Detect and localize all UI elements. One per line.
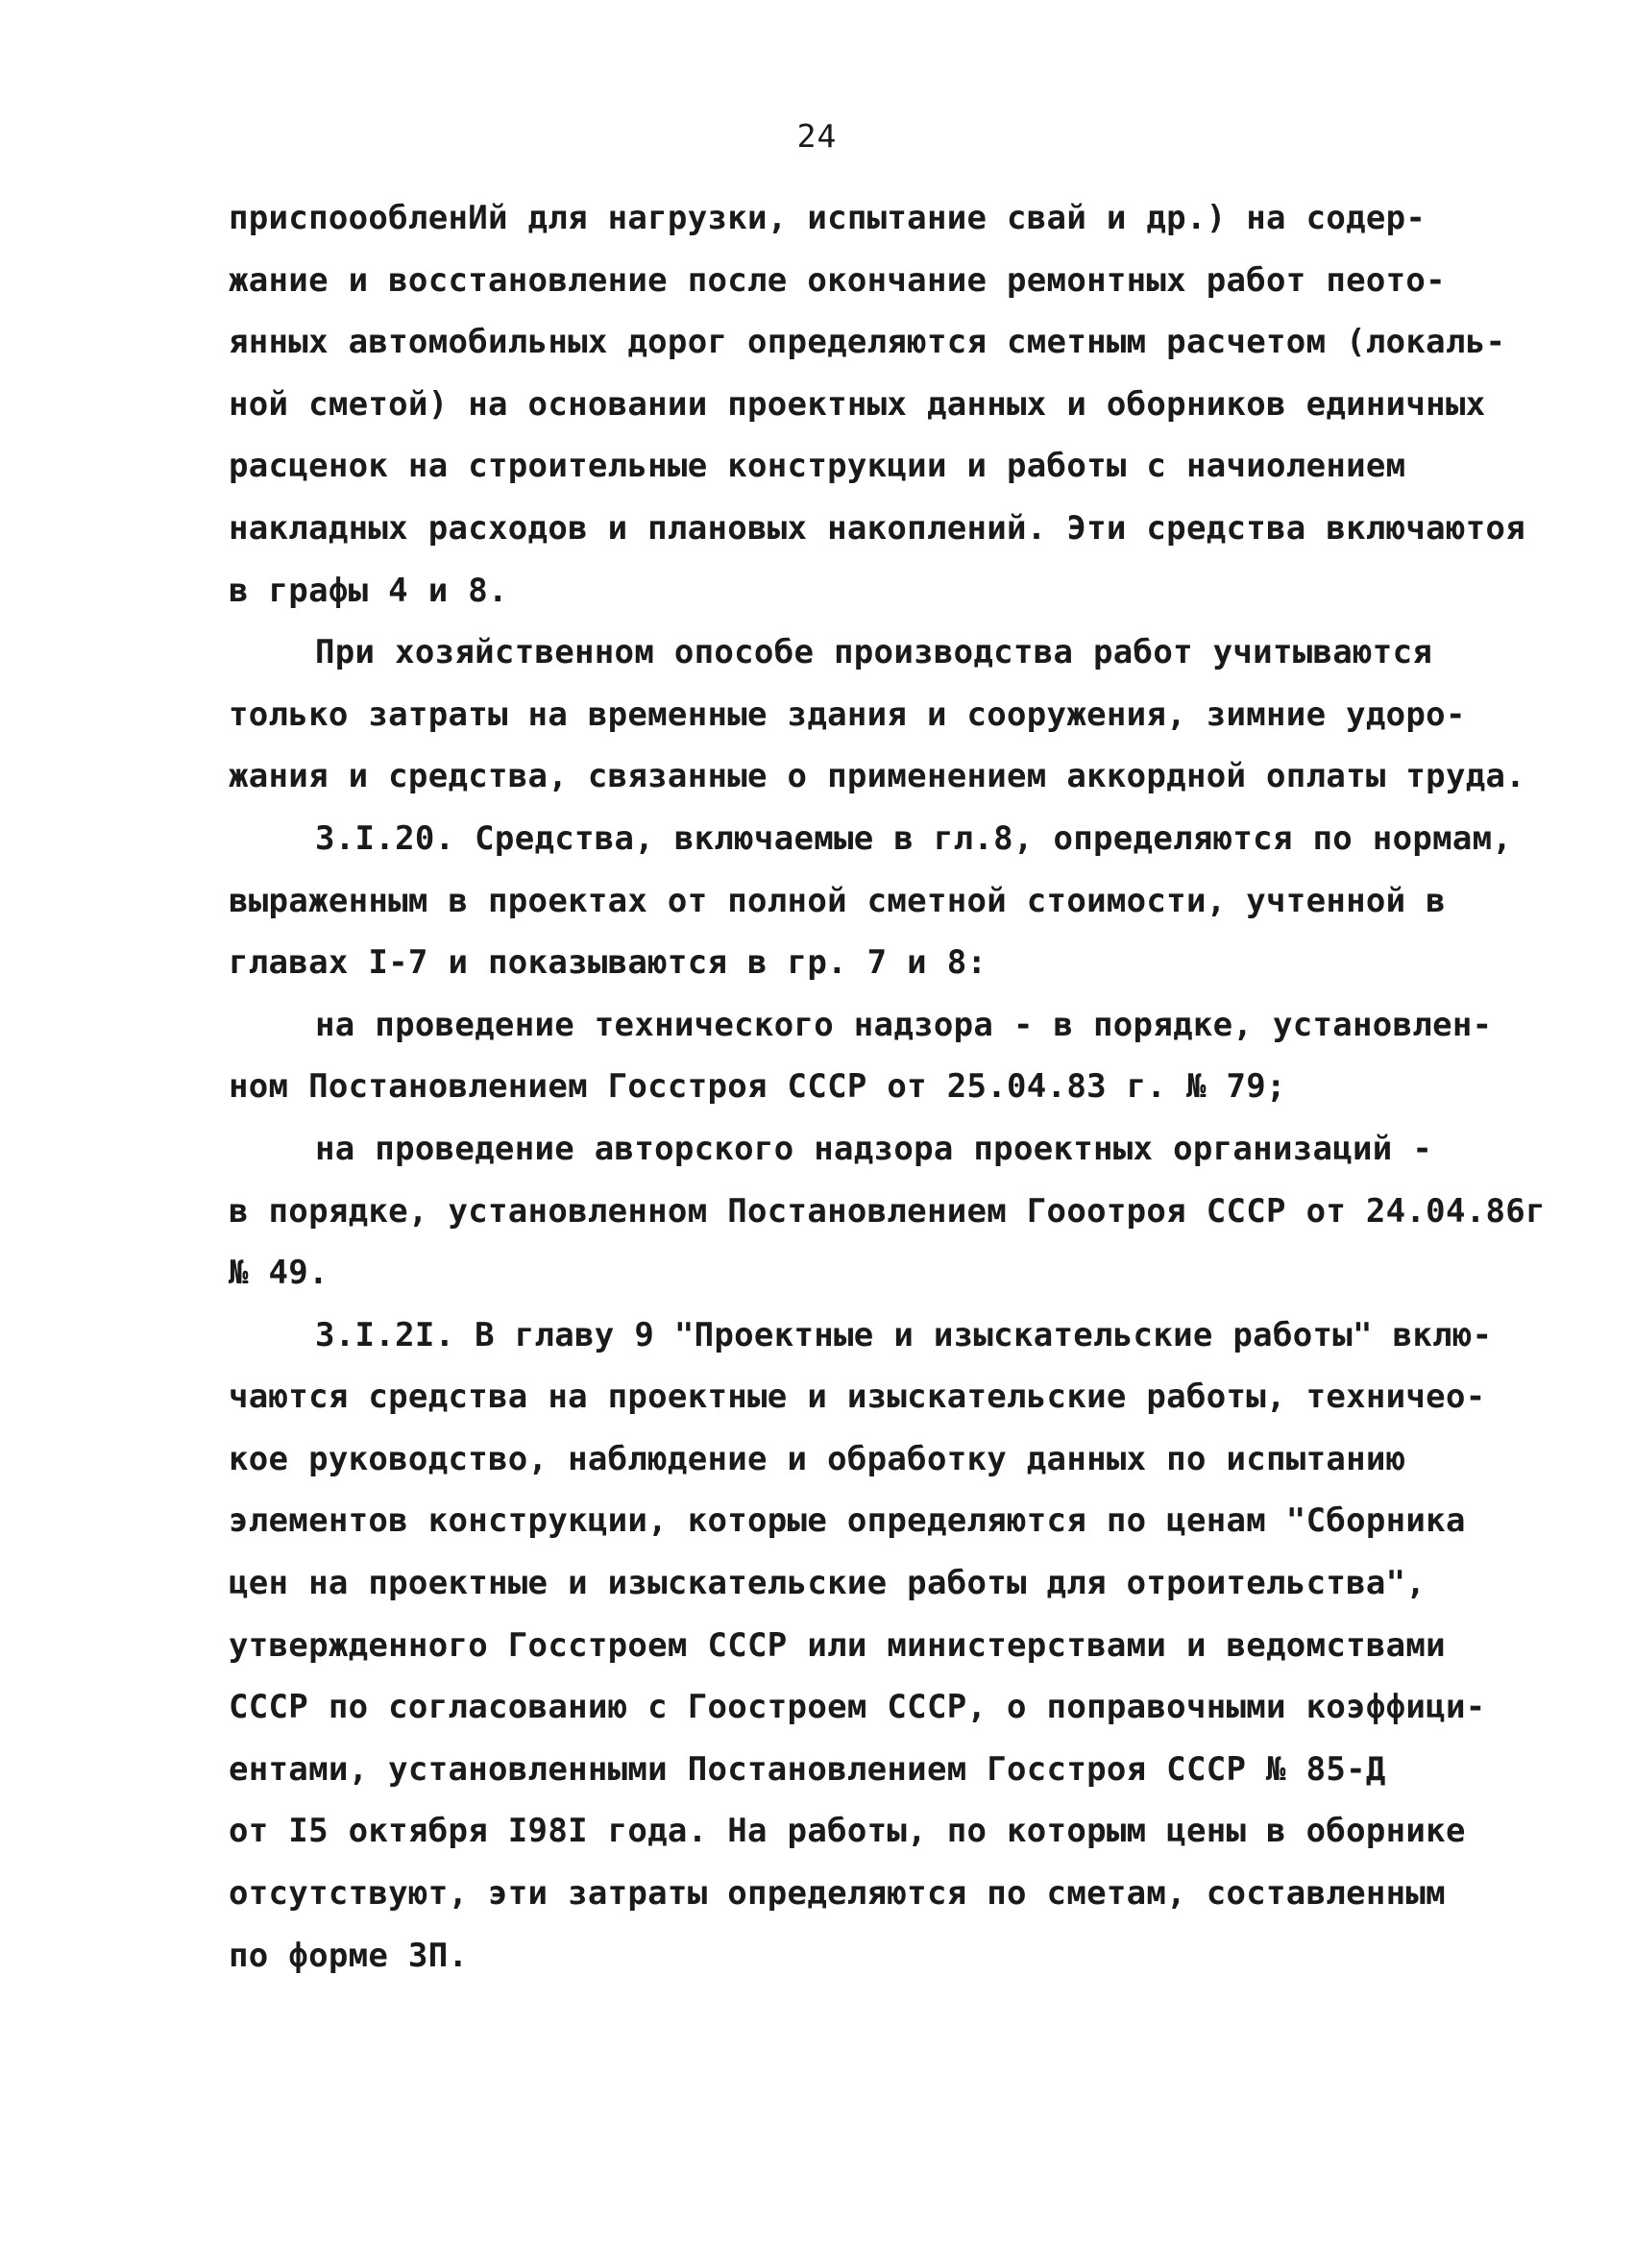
page-number: 24 <box>796 117 838 155</box>
text-line: выраженным в проектах от полной сметной стоимости, учтенной в <box>229 881 1446 920</box>
body-text <box>229 187 1546 1987</box>
paragraph-first-line: на проведение авторского надзора проектных организаций - <box>315 1129 1433 1168</box>
text-line: в графы 4 и 8. <box>229 571 508 610</box>
text-line: главах I-7 и показываются в гр. 7 и 8: <box>229 943 988 983</box>
text-line: ной сметой) на основании проектных данных и оборников единичных <box>229 384 1486 424</box>
paragraph-first-line: При хозяйственном опособе производства работ учитываются <box>315 633 1433 672</box>
text-line: элементов конструкции, которые определяются по ценам "Сборника <box>229 1501 1466 1541</box>
text-line: утвержденного Госстроем СССР или министерствами и ведомствами <box>229 1625 1446 1665</box>
text-line: цен на проектные и изыскательские работы для отроительства", <box>229 1564 1427 1603</box>
paragraph-first-line: на проведение технического надзора - в порядке, установлен- <box>315 1005 1493 1044</box>
text-line: в порядке, установленном Постановлением Гооотроя СССР от 24.04.86г <box>229 1191 1546 1231</box>
text-line: жания и средства, связанные о применением аккордной оплаты труда. <box>229 757 1526 796</box>
text-line: только затраты на временные здания и сооружения, зимние удоро- <box>229 695 1466 734</box>
text-line: № 49. <box>229 1254 329 1293</box>
text-line: СССР по согласованию с Гоостроем СССР, о поправочными коэффици- <box>229 1688 1486 1727</box>
text-line: накладных расходов и плановых накоплений. Эти средства включаютоя <box>229 508 1526 548</box>
text-line: расценок на строительные конструкции и работы с начиолением <box>229 447 1406 486</box>
text-line: ном Постановлением Госстроя СССР от 25.04.83 г. № 79; <box>229 1067 1286 1107</box>
text-line: кое руководство, наблюдение и обработку данных по испытанию <box>229 1439 1406 1478</box>
text-line: по форме 3П. <box>229 1936 469 1975</box>
text-line: от I5 октября I98I года. На работы, по которым цены в оборнике <box>229 1812 1466 1851</box>
text-line: чаются средства на проектные и изыскательские работы, техничео- <box>229 1378 1486 1417</box>
text-line: янных автомобильных дорог определяются сметным расчетом (локаль- <box>229 323 1506 362</box>
text-line: приспоообленИй для нагрузки, испытание свай и др.) на содер- <box>229 199 1427 237</box>
paragraph-first-line: 3.I.2I. В главу 9 "Проектные и изыскательские работы" вклю- <box>315 1315 1493 1354</box>
paragraph-first-line: 3.I.20. Средства, включаемые в гл.8, определяются по нормам, <box>315 818 1513 858</box>
text-line: ентами, установленными Постановлением Госстроя СССР № 85-Д <box>229 1749 1386 1789</box>
text-line: жание и восстановление после окончание ремонтных работ пеото- <box>229 260 1446 300</box>
text-line: отсутствуют, эти затраты определяются по сметам, составленным <box>229 1874 1446 1914</box>
